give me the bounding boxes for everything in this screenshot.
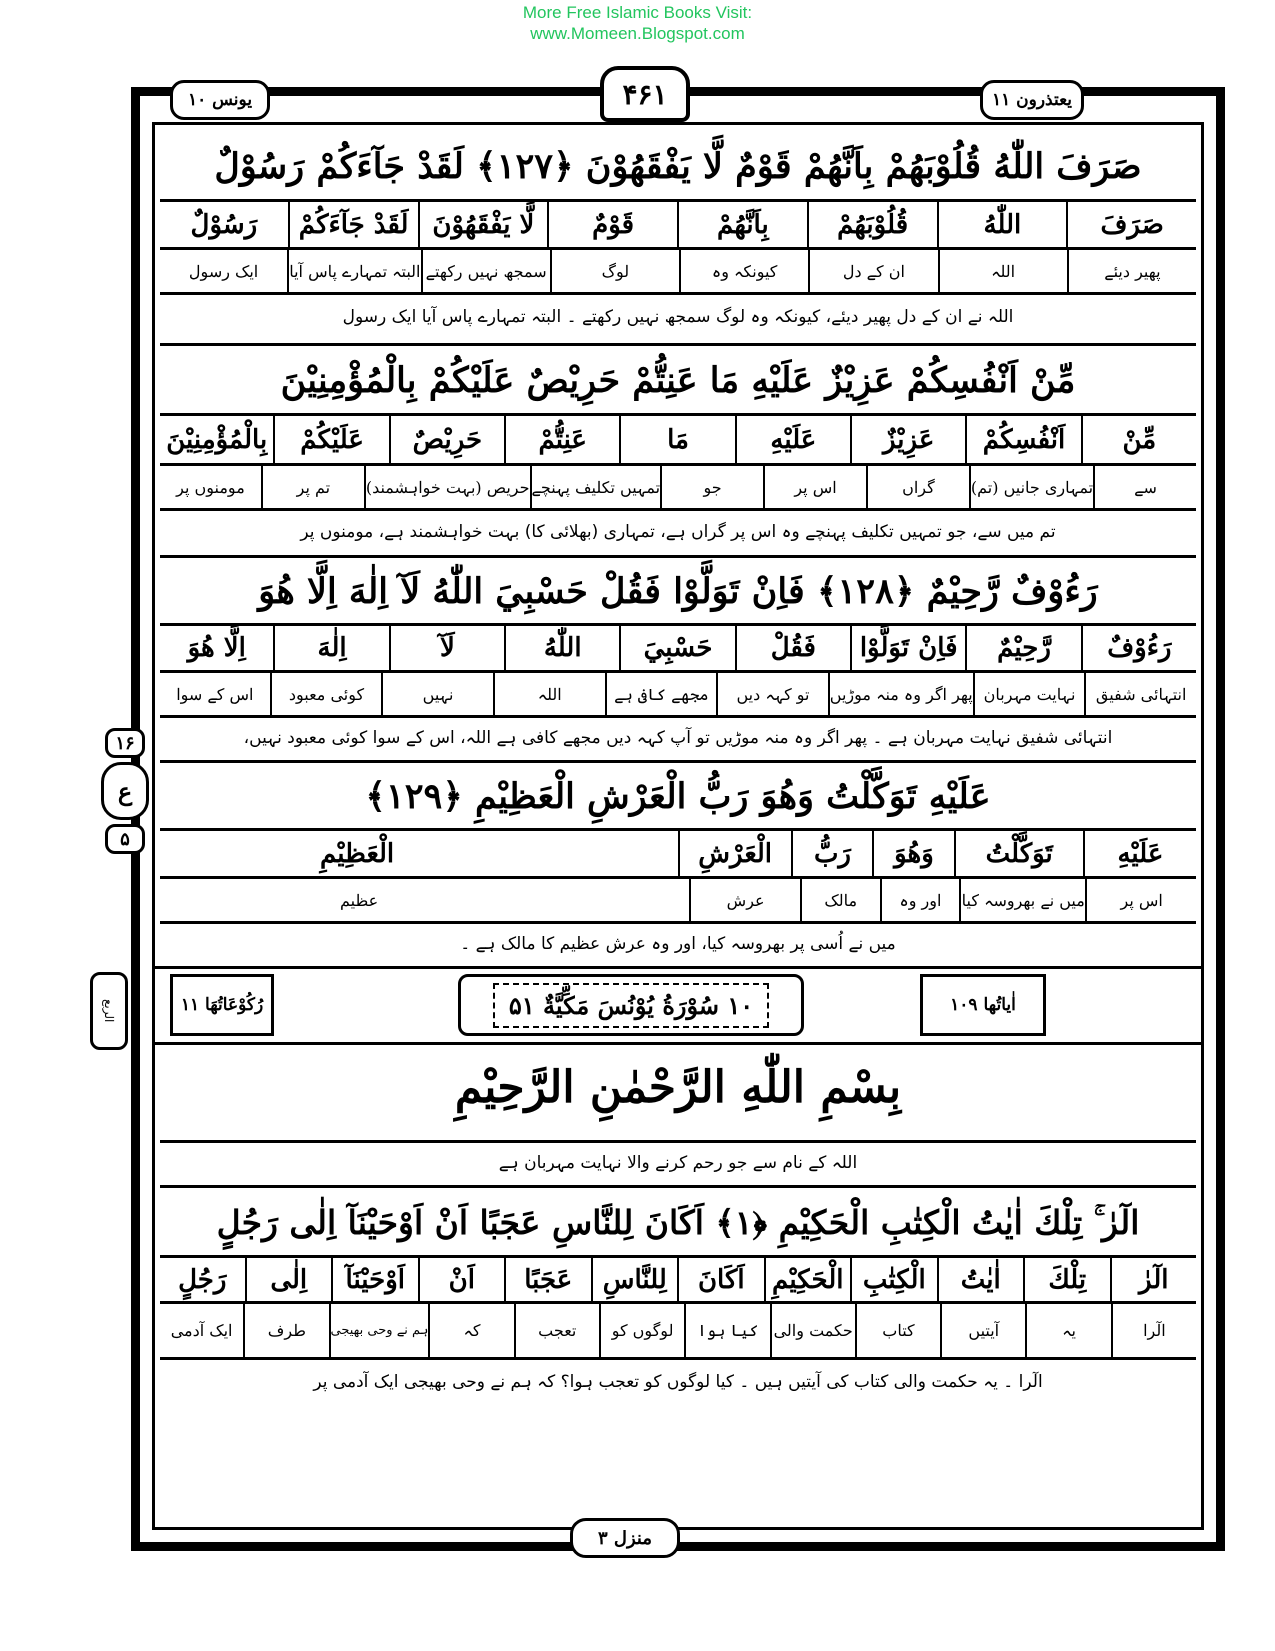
bismillah-translation: اللہ کے نام سے جو رحم کرنے والا نہایت مہربان ہے	[160, 1140, 1196, 1185]
meaning-cell: عرش	[689, 879, 800, 921]
divider	[152, 966, 1204, 969]
word-cell: الْحَكِيْمِ	[764, 1258, 851, 1301]
meaning-cell: مومنوں پر	[176, 477, 245, 497]
meaning-cell: کوئی معبود	[270, 673, 382, 715]
word-row-meaning-4	[160, 876, 1196, 921]
word-cell: قُلُوْبَهُمْ	[807, 202, 937, 247]
word-cell: صَرَفَ	[1066, 202, 1196, 247]
meaning-cell: اور وہ	[880, 879, 960, 921]
translation-4: میں نے اُسی پر بھروسہ کیا، اور وہ عرش عظیم کا مالک ہے ۔	[160, 921, 1196, 966]
meaning-cell: اس پر	[1085, 879, 1196, 921]
meaning-cell: ان کے دل	[808, 250, 937, 292]
word-cell: حَرِيْصٌ	[389, 416, 504, 463]
meaning-cell: سے	[1093, 466, 1196, 508]
watermark-line-2[interactable]: www.Momeen.Blogspot.com	[530, 24, 745, 43]
manzil-label: منزل ۳	[597, 1527, 653, 1549]
word-cell: وَهُوَ	[872, 831, 953, 876]
word-cell: اللّٰهُ	[937, 202, 1067, 247]
meaning-cell: تمہیں تکلیف پہنچے	[530, 466, 661, 508]
verse-arabic-4: عَلَيْهِ تَوَكَّلْتُ وَهُوَ رَبُّ الْعَرْشِ الْعَظِيْمِ ﴿١٢٩﴾	[160, 760, 1196, 828]
word-cell: لَّا يَفْقَهُوْنَ	[418, 202, 548, 247]
watermark-line-1: More Free Islamic Books Visit:	[522, 3, 753, 22]
meaning-cell: سمجھ نہیں رکھتے	[421, 250, 550, 292]
word-cell: رَجُلٍ	[178, 1264, 227, 1295]
meaning-cell: حریص (بہت خواہشمند)	[364, 466, 530, 508]
meaning-cell: اس کے سوا	[176, 684, 254, 704]
meaning-cell: اس پر	[763, 466, 866, 508]
word-cell: لَقَدْ جَآءَكُمْ	[288, 202, 418, 247]
word-row-arabic-2	[160, 413, 1196, 463]
word-row-arabic-5	[160, 1255, 1196, 1301]
ruku-count-label: رُكُوْعَاتُهَا ۱۱	[180, 995, 264, 1015]
word-cell: عَجَبًا	[504, 1258, 591, 1301]
meaning-cell: اللہ	[493, 673, 605, 715]
meaning-cell: میں نے بھروسہ کیا	[959, 879, 1085, 921]
word-cell: اِلٰهَ	[273, 626, 388, 670]
verse-arabic-3: رَءُوْفٌ رَّحِيْمٌ ﴿١٢٨﴾ فَاِنْ تَوَلَّوْا فَقُلْ حَسْبِيَ اللّٰهُ لَآ اِلٰهَ اِلَّا هُوَ	[160, 555, 1196, 623]
meaning-cell: انتہائی شفیق	[1084, 673, 1196, 715]
meaning-cell: مالک	[800, 879, 880, 921]
translation-3: انتہائی شفیق نہایت مہربان ہے ۔ پھر اگر وہ منہ موڑیں تو آپ کہہ دیں مجھے کافی ہے اللہ، اس کے سوا کوئی معبود نہیں،	[160, 715, 1196, 760]
word-cell: اَنْ	[418, 1258, 505, 1301]
meaning-cell: ایک آدمی	[170, 1321, 233, 1340]
word-cell: بِاَنَّهُمْ	[677, 202, 807, 247]
meaning-cell: آیتیں	[940, 1304, 1025, 1357]
word-cell: حَسْبِيَ	[619, 626, 734, 670]
translation-5: الٓرا ۔ یہ حکمت والی کتاب کی آیتیں ہیں ۔ کیا لوگوں کو تعجب ہوا؟ کہ ہم نے وحی بھیجی ایک آدمی پر	[160, 1357, 1196, 1405]
word-row-meaning-3	[160, 670, 1196, 715]
meaning-cell: یہ	[1025, 1304, 1110, 1357]
meaning-cell: نہیں	[381, 673, 493, 715]
hizb-label: الربع	[102, 999, 116, 1023]
word-cell: اِلَّا هُوَ	[187, 633, 246, 663]
meaning-cell: لوگ	[550, 250, 679, 292]
word-cell: رَءُوْفٌ	[1081, 626, 1196, 670]
verse-arabic-2: مِّنْ اَنْفُسِكُمْ عَزِيْزٌ عَلَيْهِ مَا عَنِتُّمْ حَرِيْصٌ عَلَيْكُمْ بِالْمُؤْمِنِيْنَ	[160, 343, 1196, 413]
word-row-arabic-4	[160, 828, 1196, 876]
word-cell: اَكَانَ	[677, 1258, 764, 1301]
meaning-cell: البتہ تمہارے پاس آیا	[287, 250, 420, 292]
word-cell: تَوَكَّلْتُ	[954, 831, 1083, 876]
word-cell: الٓرٰ	[1110, 1258, 1197, 1301]
word-cell: رَّحِيْمٌ	[965, 626, 1080, 670]
meaning-cell: پھر اگر وہ منہ موڑیں	[828, 673, 973, 715]
word-cell: اَوْحَيْنَآ	[331, 1258, 418, 1301]
word-cell: الْكِتٰبِ	[850, 1258, 937, 1301]
ayat-count-label: اٰیاتُها ۱۰۹	[950, 995, 1016, 1015]
hizb-marker	[90, 972, 128, 1050]
verse-arabic-1: صَرَفَ اللّٰهُ قُلُوْبَهُمْ بِاَنَّهُمْ قَوْمٌ لَّا يَفْقَهُوْنَ ﴿١٢٧﴾ لَقَدْ جَآءَكُمْ رَسُوْلٌ	[214, 146, 1142, 187]
word-cell: الْعَظِيْمِ	[319, 838, 395, 869]
word-cell: اِلٰى	[245, 1258, 332, 1301]
translation-1: اللہ نے ان کے دل پھیر دیئے، کیونکہ وہ لوگ سمجھ نہیں رکھتے ۔ البتہ تمہارے پاس آیا ایک رسول	[160, 292, 1196, 340]
word-cell: لَآ	[389, 626, 504, 670]
bismillah-arabic: بِسْمِ اللّٰهِ الرَّحْمٰنِ الرَّحِيْمِ	[454, 1062, 902, 1113]
word-cell: الْعَرْشِ	[678, 831, 791, 876]
page-number-label: ۴۶۱	[622, 77, 668, 111]
ayat-count-plaque	[920, 974, 1046, 1036]
word-row-meaning-2	[160, 463, 1196, 508]
meaning-cell: تعجب	[514, 1304, 599, 1357]
meaning-cell: عظیم	[340, 890, 379, 910]
word-cell: اٰيٰتُ	[937, 1258, 1024, 1301]
manzil-badge	[570, 1518, 680, 1558]
page-number	[600, 66, 690, 122]
meaning-cell: پھیر دیئے	[1067, 250, 1196, 292]
word-cell: عَلَيْهِ	[1083, 831, 1196, 876]
word-cell: مَا	[619, 416, 734, 463]
word-cell: قَوْمٌ	[547, 202, 677, 247]
surah-title-plaque	[458, 974, 804, 1036]
word-cell: عَلَيْكُمْ	[273, 416, 388, 463]
word-cell: رَسُوْلٌ	[190, 209, 258, 240]
meaning-cell: گراں	[866, 466, 969, 508]
word-cell: اللّٰهُ	[504, 626, 619, 670]
translation-2: تم میں سے، جو تمہیں تکلیف پہنچے وہ اس پر گراں ہے، تمہاری (بھلائی کا) بہت خواہشمند ہے، مومنوں پر	[160, 508, 1196, 555]
meaning-cell: تمہاری جانیں (تم)	[969, 466, 1093, 508]
meaning-cell: تو کہہ دیں	[716, 673, 828, 715]
word-cell: اَنْفُسِكُمْ	[965, 416, 1080, 463]
watermark	[0, 2, 1275, 44]
meaning-cell: کیا ہوا	[684, 1304, 769, 1357]
ruku-symbol-badge: ع	[101, 762, 149, 820]
divider	[152, 1042, 1204, 1045]
word-cell: عَزِيْزٌ	[850, 416, 965, 463]
word-cell: رَبُّ	[791, 831, 872, 876]
meaning-cell: الٓرا	[1111, 1304, 1196, 1357]
meaning-cell: اللہ	[938, 250, 1067, 292]
juz-name-label: یعتذرون ۱۱	[991, 90, 1073, 110]
word-row-arabic-3	[160, 623, 1196, 670]
meaning-cell: لوگوں کو	[599, 1304, 684, 1357]
word-row-arabic-1	[160, 199, 1196, 247]
juz-name-header	[980, 80, 1084, 120]
word-cell: تِلْكَ	[1023, 1258, 1110, 1301]
meaning-cell: حکمت والی	[770, 1304, 855, 1357]
surah-title-label: ۱۰ سُوْرَةُ يُوْنُسَ مَكِّيَّةٌ ۵۱	[493, 983, 769, 1028]
word-cell: مِّنْ	[1081, 416, 1196, 463]
meaning-cell: کہ	[428, 1304, 513, 1357]
word-cell: لِلنَّاسِ	[591, 1258, 678, 1301]
verse-arabic-5: الٓرٰ ۚ تِلْكَ اٰيٰتُ الْكِتٰبِ الْحَكِيْمِ ﴿١﴾ اَكَانَ لِلنَّاسِ عَجَبًا اَنْ اَوْحَيْنَآ اِلٰى رَجُلٍ	[160, 1185, 1196, 1255]
ruku-count-badge: ۵	[105, 824, 145, 854]
meaning-cell: جو	[660, 466, 763, 508]
word-cell: فَاِنْ تَوَلَّوْا	[850, 626, 965, 670]
word-row-meaning-1	[160, 247, 1196, 292]
word-cell: عَنِتُّمْ	[504, 416, 619, 463]
word-cell: بِالْمُؤْمِنِيْنَ	[166, 424, 268, 455]
surah-name-header	[170, 80, 270, 120]
meaning-cell: تم پر	[261, 466, 364, 508]
meaning-cell: مجھے کافی ہے	[605, 673, 717, 715]
word-row-meaning-5	[160, 1301, 1196, 1357]
ruku-markers	[100, 728, 150, 854]
meaning-cell: ہم نے وحی بھیجی	[329, 1304, 429, 1357]
meaning-cell: کیونکہ وہ	[679, 250, 808, 292]
surah-name-label: یونس ۱۰	[187, 90, 253, 110]
meaning-cell: کتاب	[855, 1304, 940, 1357]
meaning-cell: ایک رسول	[188, 261, 259, 281]
ruku-number-badge: ۱۶	[105, 728, 145, 758]
word-cell: فَقُلْ	[735, 626, 850, 670]
meaning-cell: نہایت مہربان	[973, 673, 1085, 715]
ruku-count-plaque	[170, 974, 274, 1036]
meaning-cell: طرف	[243, 1304, 328, 1357]
word-cell: عَلَيْهِ	[735, 416, 850, 463]
